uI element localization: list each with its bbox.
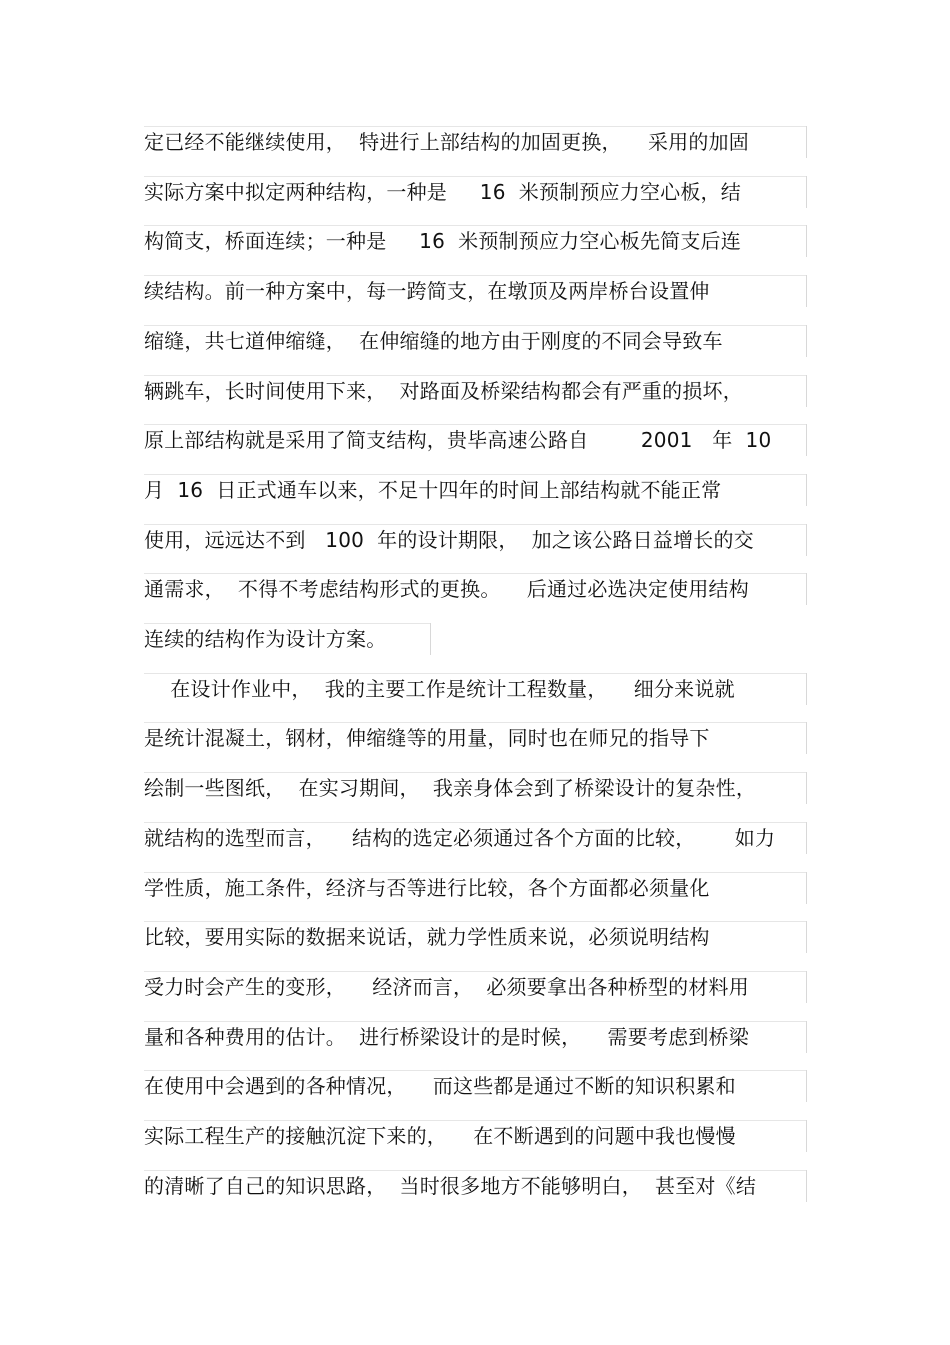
line-rule	[144, 1170, 806, 1171]
text-line: 在使用中会遇到的各种情况， 而这些都是通过不断的知识积累和	[144, 1074, 736, 1099]
text-line: 比较，要用实际的数据来说话，就力学性质来说，必须说明结构	[144, 925, 710, 950]
line-rule	[144, 424, 806, 425]
line-rule	[144, 375, 806, 376]
text-line: 是统计混凝土，钢材，伸缩缝等的用量，同时也在师兄的指导下	[144, 726, 710, 751]
line-divider	[806, 822, 807, 854]
text-line: 定已经不能继续使用， 特进行上部结构的加固更换， 采用的加固	[144, 130, 749, 154]
text-line: 在设计作业中， 我的主要工作是统计工程数量， 细分来说就	[144, 676, 735, 701]
line-rule	[144, 722, 806, 723]
line-divider	[806, 772, 807, 804]
line-rule	[144, 325, 806, 326]
line-divider	[806, 722, 807, 754]
text-line: 缩缝，共七道伸缩缝， 在伸缩缝的地方由于刚度的不同会导致车	[144, 328, 723, 353]
line-rule	[144, 822, 806, 823]
text-line: 绘制一些图纸， 在实习期间， 我亲身体会到了桥梁设计的复杂性，	[144, 776, 757, 801]
line-divider	[806, 1070, 807, 1102]
line-divider	[806, 176, 807, 208]
line-divider	[806, 325, 807, 357]
line-divider	[806, 573, 807, 605]
line-rule	[144, 971, 806, 972]
text-line: 连续的结构作为设计方案。	[144, 627, 387, 651]
line-rule	[144, 623, 430, 624]
line-divider	[806, 524, 807, 556]
text-line: 学性质，施工条件，经济与否等进行比较，各个方面都必须量化	[144, 875, 710, 900]
line-divider	[806, 971, 807, 1003]
line-rule	[144, 921, 806, 922]
line-divider	[806, 1120, 807, 1152]
line-divider	[806, 921, 807, 953]
line-divider	[806, 424, 807, 456]
text-line: 通需求， 不得不考虑结构形式的更换。 后通过必选决定使用结构	[144, 577, 749, 602]
line-divider	[806, 474, 807, 506]
line-rule	[144, 126, 806, 127]
line-divider	[806, 275, 807, 307]
line-rule	[144, 1021, 806, 1022]
line-rule	[144, 772, 806, 773]
line-divider	[806, 1021, 807, 1053]
line-divider	[806, 872, 807, 904]
line-rule	[144, 573, 806, 574]
text-line: 使用，远远达不到 100 年的设计期限， 加之该公路日益增长的交	[144, 527, 754, 552]
line-rule	[144, 1070, 806, 1071]
line-divider	[806, 126, 807, 158]
line-rule	[144, 1120, 806, 1121]
line-rule	[144, 225, 806, 226]
text-line: 实际方案中拟定两种结构，一种是 16 米预制预应力空心板，结	[144, 179, 741, 204]
text-line: 构简支，桥面连续；一种是 16 米预制预应力空心板先简支后连	[144, 229, 741, 254]
text-line: 量和各种费用的估计。 进行桥梁设计的是时候， 需要考虑到桥梁	[144, 1024, 749, 1049]
text-line: 原上部结构就是采用了简支结构，贵毕高速公路自 2001 年 10	[144, 428, 772, 453]
line-divider	[806, 1170, 807, 1202]
line-rule	[144, 275, 806, 276]
text-line: 的清晰了自己的知识思路， 当时很多地方不能够明白， 甚至对《结	[144, 1173, 757, 1198]
line-divider	[806, 673, 807, 705]
line-divider	[430, 623, 431, 655]
line-rule	[144, 872, 806, 873]
line-rule	[144, 176, 806, 177]
text-line: 就结构的选型而言， 结构的选定必须通过各个方面的比较， 如力	[144, 825, 776, 850]
line-rule	[144, 673, 806, 674]
line-rule	[144, 524, 806, 525]
text-line: 月 16 日正式通车以来，不足十四年的时间上部结构就不能正常	[144, 477, 722, 502]
text-line: 受力时会产生的变形， 经济而言， 必须要拿出各种桥型的材料用	[144, 974, 749, 999]
text-line: 实际工程生产的接触沉淀下来的， 在不断遇到的问题中我也慢慢	[144, 1124, 736, 1148]
line-divider	[806, 225, 807, 257]
line-rule	[144, 474, 806, 475]
line-divider	[806, 375, 807, 407]
text-line: 续结构。前一种方案中，每一跨简支，在墩顶及两岸桥台设置伸	[144, 279, 710, 304]
text-line: 辆跳车，长时间使用下来， 对路面及桥梁结构都会有严重的损坏，	[144, 378, 743, 403]
